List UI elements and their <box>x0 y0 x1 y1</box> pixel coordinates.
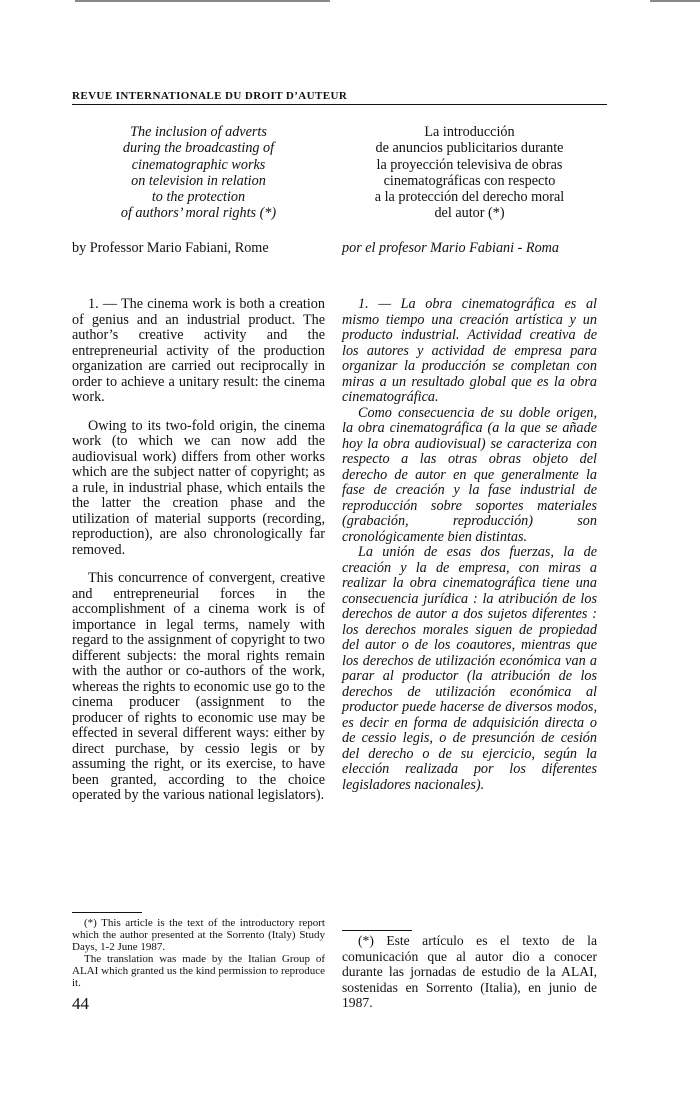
english-byline: by Professor Mario Fabiani, Rome <box>72 240 269 256</box>
spanish-footnote-rule <box>342 930 412 931</box>
spanish-body <box>342 297 597 793</box>
english-paragraph-1: 1. — The cinema work is both a creation of genius and an industrial product. The author’s creative activity and the entrepreneurial activity of the production organization are carried out reciprocally in order to achieve a unitary result: the cinema work. <box>72 296 325 405</box>
header-rule <box>72 104 607 105</box>
spanish-footnote: (*) Este artículo es el texto de la comunicación que al autor dio a conocer durante las jornadas de estudio de la ALAI, sostenidas en Sorrento (Italia), en junio de 1987. <box>342 933 597 1010</box>
english-footnote-rule <box>72 912 142 913</box>
spanish-paragraph-3: La unión de esas dos fuerzas, la de creación y la de empresa, con miras a realizar la obra cinematográfica tiene una consecuencia jurídica : la atribución de los derechos de autor a dos sujetos diferentes : los derechos morales siguen de propiedad del autor o de los coautores, mientras que los derechos de utilización económica van a parar al productor (la atribución de los derechos de utilización económica al productor puede hacerse de diversos modos, es decir en forma de adquisición directa o de cessio legis, o de presunción de cesión del derecho o de su ejercicio, según la elección realizada por los diferentes legisladores nacionales). <box>342 544 597 793</box>
english-footnote-2: The translation was made by the Italian Group of ALAI which granted us the kind permission to reproduce it. <box>72 953 325 989</box>
top-edge-rule <box>75 0 330 2</box>
english-title: The inclusion of adverts during the broadcasting of cinematographic works on television in relation to the protection of authors’ moral rights (*) <box>120 124 277 222</box>
english-footnote-1: (*) This article is the text of the introductory report which the author presented at the Sorrento (Italy) Study Days, 1-2 June 1987. <box>72 917 325 953</box>
spanish-title: La introducción de anuncios publicitarios durante la proyección televisiva de obras cinematográficas con respecto a la protección del derecho moral del autor (*) <box>374 124 565 222</box>
spanish-byline: por el profesor Mario Fabiani - Roma <box>342 240 560 256</box>
english-footnote <box>72 917 325 989</box>
top-edge-rule-right <box>650 0 700 2</box>
page-number: 44 <box>72 994 89 1013</box>
spanish-paragraph-1: 1. — La obra cinematográfica es al mismo tiempo una creación artística y un producto industrial. Actividad creativa de los autores y actividad de empresa para organizar la producción se completan con miras a un resultado global que es la obra cinematográfica. <box>342 296 597 405</box>
english-body <box>72 297 325 817</box>
spanish-paragraph-2: Como consecuencia de su doble origen, la obra cinematográfica (a la que se añade hoy la obra audiovisual) se caracteriza con respecto a las otras obras objeto del derecho de autor en que generalmente la fase de creación y la fase industrial de reproducción sobre soportes materiales (grabación, reproducción) son cronológicamente bien distintas. <box>342 404 597 545</box>
english-paragraph-3: This concurrence of convergent, creative and entrepreneurial forces in the accomplishment of a cinema work is of importance in legal terms, namely with regard to the assignment of copyright to two different subjects: the moral rights remain with the author or co-authors of the work, whereas the rights to economic use go to the cinema producer (assignment to the producer of rights to economic use may be effected in several different ways: either by direct purchase, by cessio legis or by assuming the right, or its exercise, to have been granted, according to the choice operated by the various national legislators). <box>72 570 325 803</box>
running-header: REVUE INTERNATIONALE DU DROIT D’AUTEUR <box>72 90 348 102</box>
english-paragraph-2: Owing to its two-fold origin, the cinema work (to which we can now add the audiovisual work) differs from other works which are the subject natter of copyright; as a rule, in industrial phase, which entails the the latter the creation phase and the utilization of material supports (recording, reproduction), are also chronologically far removed. <box>72 417 325 558</box>
